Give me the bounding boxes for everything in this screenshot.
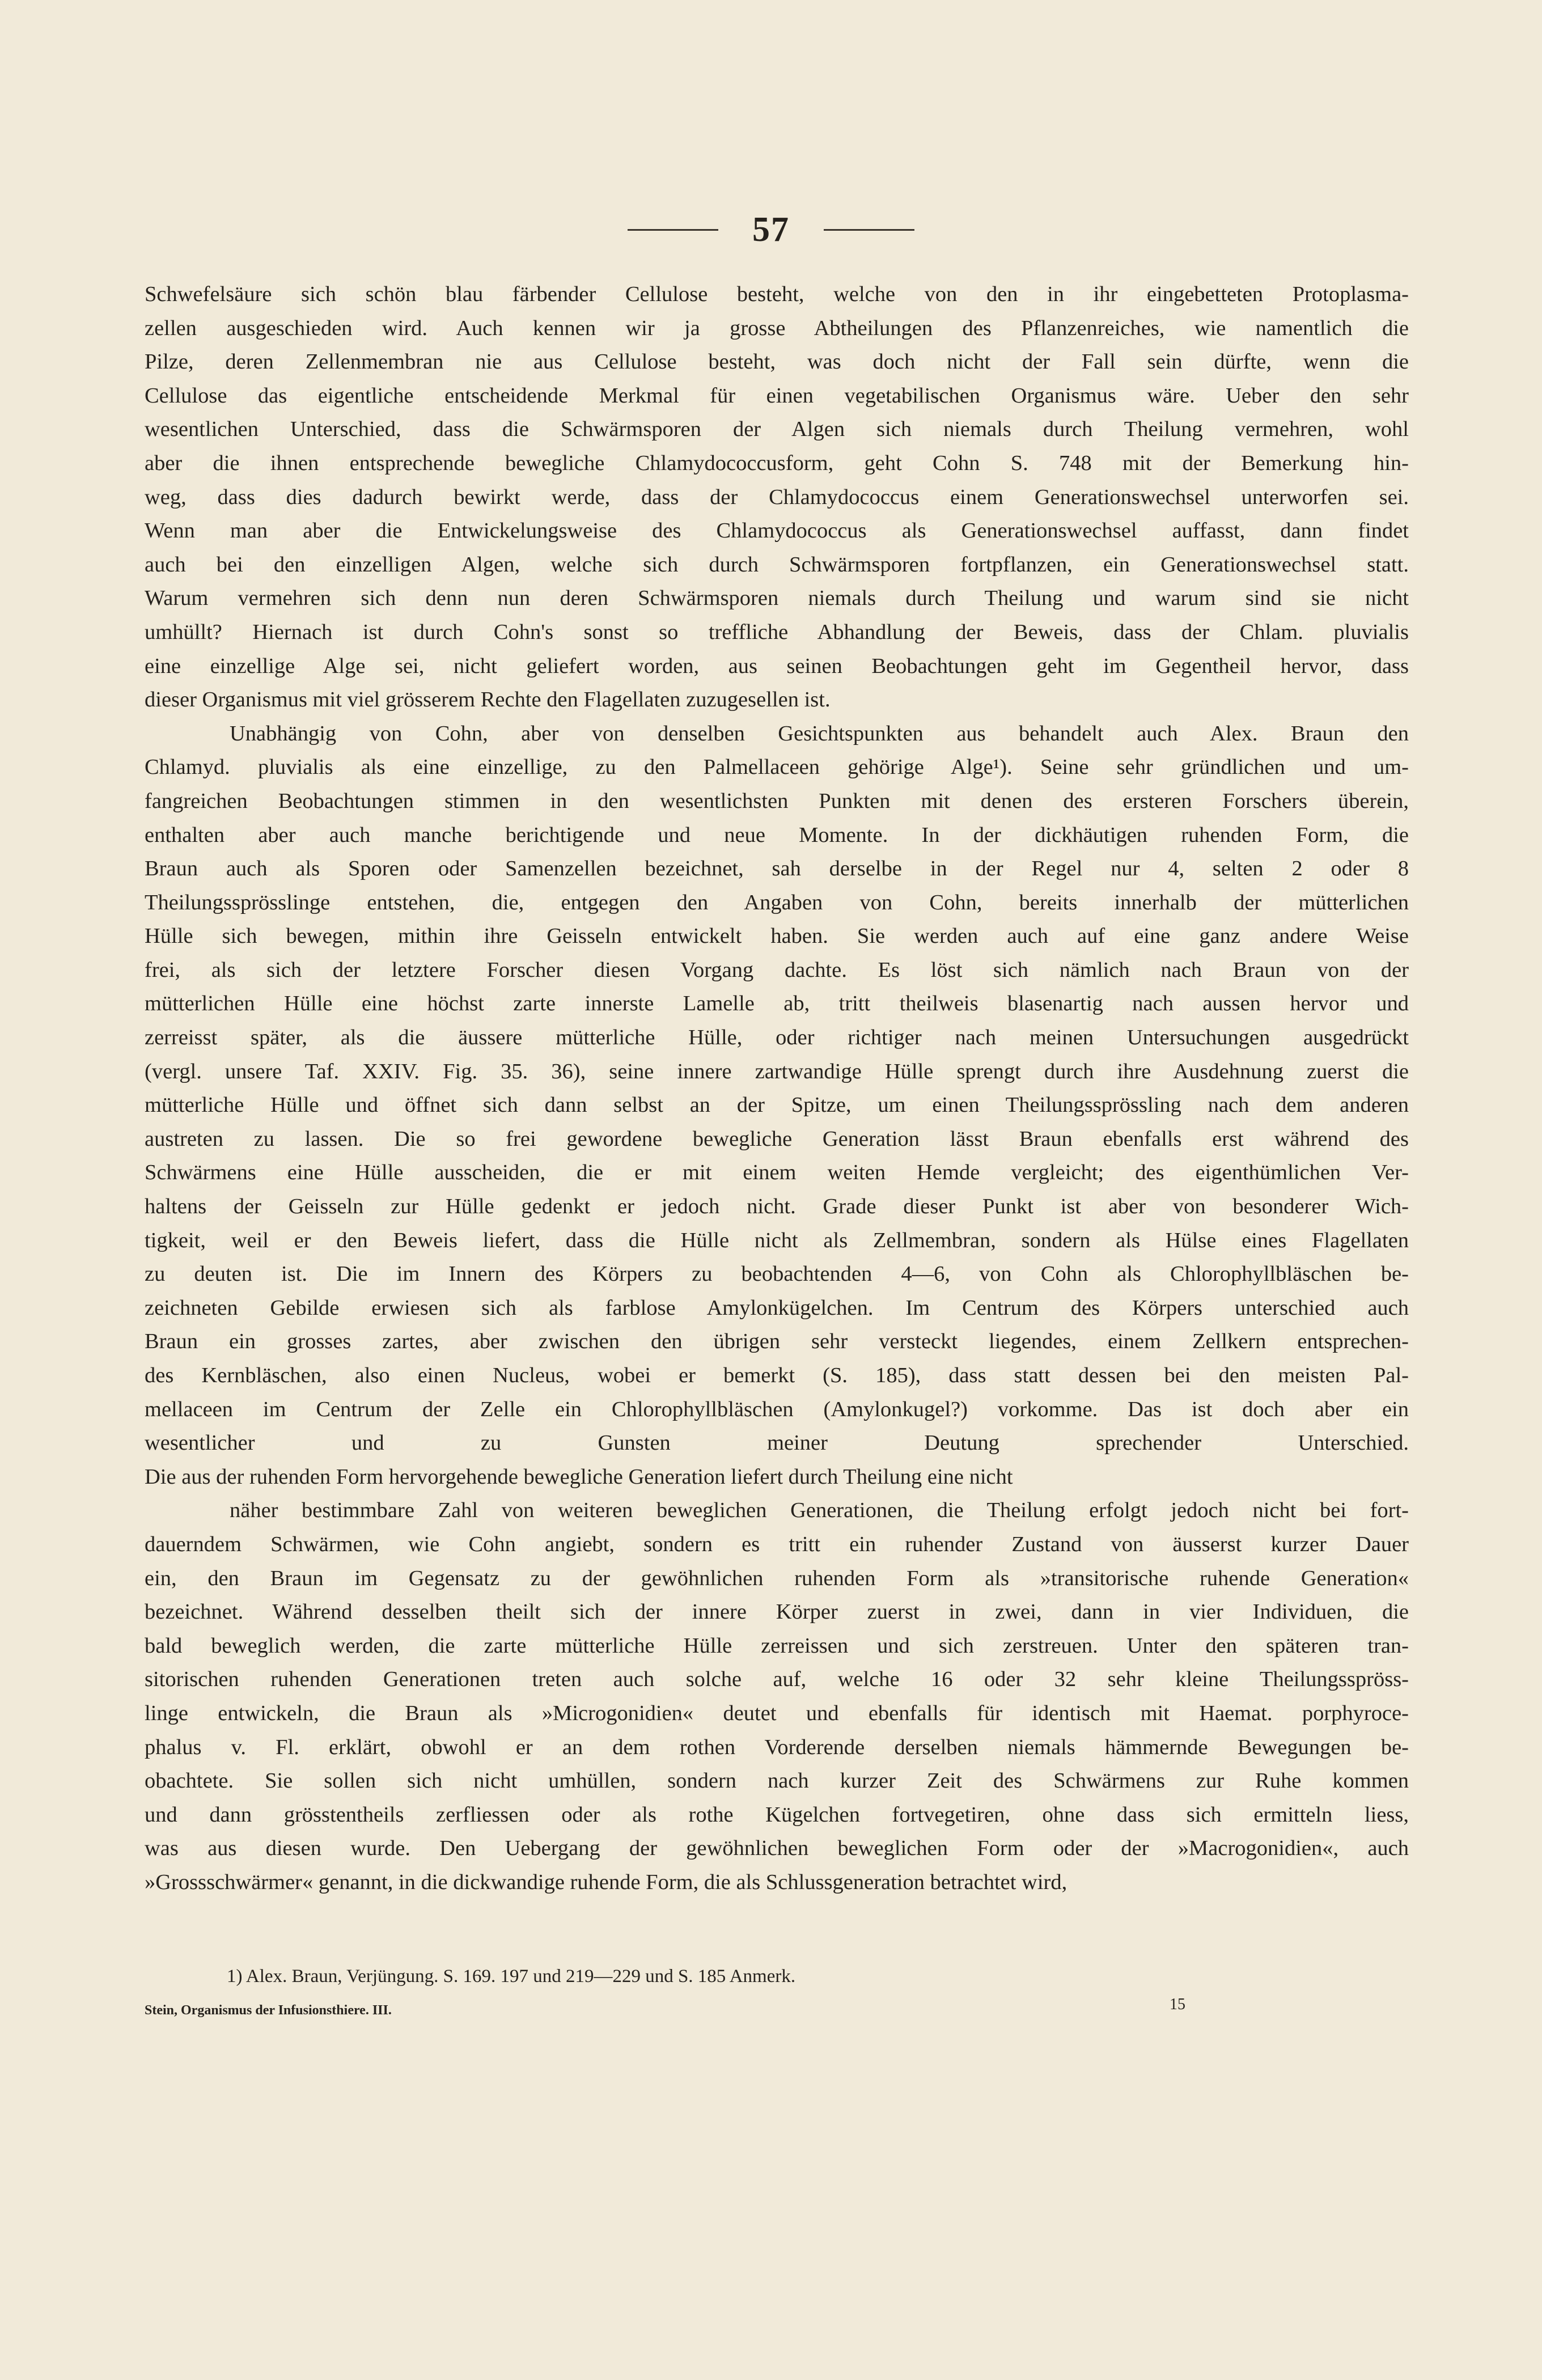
text-line: Cellulose das eigentliche entscheidende Merkmal für einen vegetabilischen Organismus wäre. Ueber den sehr [145, 383, 1409, 408]
text-line: auch bei den einzelligen Algen, welche sich durch Schwärmsporen fortpflanzen, ein Generationswechsel statt. [145, 552, 1409, 577]
text-line: weg, dass dies dadurch bewirkt werde, dass der Chlamydococcus einem Generationswechsel unterworfen sei. [145, 485, 1409, 509]
text-line: zerreisst später, als die äussere mütterliche Hülle, oder richtiger nach meinen Untersuchungen ausgedrückt [145, 1026, 1409, 1050]
text-line: eine einzellige Alge sei, nicht geliefert worden, aus seinen Beobachtungen geht im Gegentheil hervor, dass [145, 654, 1409, 678]
signature-line: Stein, Organismus der Infusionsthiere. III. [145, 2003, 392, 2018]
text-line: Die aus der ruhenden Form hervorgehende bewegliche Generation liefert durch Theilung eine nicht [145, 1464, 1013, 1489]
text-line: bald beweglich werden, die zarte mütterliche Hülle zerreissen und sich zerstreuen. Unter den späteren tran- [145, 1633, 1409, 1658]
text-line: mütterliche Hülle und öffnet sich dann selbst an der Spitze, um einen Theilungssprössling nach dem anderen [145, 1093, 1409, 1117]
text-line: Theilungssprösslinge entstehen, die, entgegen den Angaben von Cohn, bereits innerhalb der mütterlichen [145, 890, 1409, 914]
text-line: fangreichen Beobachtungen stimmen in den wesentlichsten Punkten mit denen des ersteren Forschers überein, [145, 789, 1409, 813]
text-line: tigkeit, weil er den Beweis liefert, dass die Hülle nicht als Zellmembran, sondern als Hülse eines Flagellaten [145, 1228, 1409, 1252]
text-line: Chlamyd. pluvialis als eine einzellige, zu den Palmellaceen gehörige Alge¹). Seine sehr gründlichen und um- [145, 755, 1409, 780]
footnote: 1) Alex. Braun, Verjüngung. S. 169. 197 und 219—229 und S. 185 Anmerk. [227, 1966, 796, 1987]
text-line: dauerndem Schwärmen, wie Cohn angiebt, sondern es tritt ein ruhender Zustand von äusserst kurzer Dauer [145, 1532, 1409, 1556]
text-line: mellaceen im Centrum der Zelle ein Chlorophyllbläschen (Amylonkugel?) vorkomme. Das ist doch aber ein [145, 1397, 1409, 1421]
text-line: mütterlichen Hülle eine höchst zarte innerste Lamelle ab, tritt theilweis blasenartig nach aussen hervor und [145, 992, 1409, 1016]
text-line: wesentlicher und zu Gunsten meiner Deutung sprechender Unterschied. [145, 1431, 1409, 1455]
text-line: zu deuten ist. Die im Innern des Körpers zu beobachtenden 4—6, von Cohn als Chlorophyllbläschen be- [145, 1262, 1409, 1286]
text-line: Unabhängig von Cohn, aber von denselben Gesichtspunkten aus behandelt auch Alex. Braun den [230, 721, 1409, 746]
text-line: des Kernbläschen, also einen Nucleus, wobei er bemerkt (S. 185), dass statt dessen bei den meisten Pal- [145, 1363, 1409, 1387]
text-line: näher bestimmbare Zahl von weiteren beweglichen Generationen, die Theilung erfolgt jedoch nicht bei fort- [230, 1498, 1409, 1523]
header-rule-right [824, 229, 914, 231]
text-line: frei, als sich der letztere Forscher diesen Vorgang dachte. Es löst sich nämlich nach Braun von der [145, 958, 1409, 982]
text-line: Braun ein grosses zartes, aber zwischen den übrigen sehr versteckt liegendes, einem Zellkern entsprechen- [145, 1329, 1409, 1354]
text-line: (vergl. unsere Taf. XXIV. Fig. 35. 36), seine innere zartwandige Hülle sprengt durch ihre Ausdehnung zuerst die [145, 1059, 1409, 1083]
header-rule-left [628, 229, 718, 231]
page-header [0, 210, 1542, 250]
text-line: und dann grösstentheils zerfliessen oder als rothe Kügelchen fortvegetiren, ohne dass sich ermitteln liess, [145, 1802, 1409, 1827]
text-line: zeichneten Gebilde erwiesen sich als farblose Amylonkügelchen. Im Centrum des Körpers unterschied auch [145, 1295, 1409, 1320]
text-line: obachtete. Sie sollen sich nicht umhüllen, sondern nach kurzer Zeit des Schwärmens zur Ruhe kommen [145, 1769, 1409, 1793]
text-line: Schwärmens eine Hülle ausscheiden, die er mit einem weiten Hemde vergleicht; des eigenthümlichen Ver- [145, 1161, 1409, 1185]
page-number: 57 [752, 210, 790, 249]
text-line: Braun auch als Sporen oder Samenzellen bezeichnet, sah derselbe in der Regel nur 4, selten 2 oder 8 [145, 857, 1409, 881]
text-line: haltens der Geisseln zur Hülle gedenkt er jedoch nicht. Grade dieser Punkt ist aber von besonderer Wich- [145, 1195, 1409, 1219]
text-line: Schwefelsäure sich schön blau färbender Cellulose besteht, welche von den in ihr eingebetteten Protoplasma- [145, 282, 1409, 306]
text-line: Warum vermehren sich denn nun deren Schwärmsporen niemals durch Theilung und warum sind sie nicht [145, 586, 1409, 611]
text-line: enthalten aber auch manche berichtigende und neue Momente. In der dickhäutigen ruhenden Form, die [145, 823, 1409, 847]
text-line: austreten zu lassen. Die so frei gewordene bewegliche Generation lässt Braun ebenfalls erst während des [145, 1127, 1409, 1151]
text-line: phalus v. Fl. erklärt, obwohl er an dem rothen Vorderende derselben niemals hämmernde Bewegungen be- [145, 1735, 1409, 1759]
text-line: sitorischen ruhenden Generationen treten auch solche auf, welche 16 oder 32 sehr kleine Theilungsspröss- [145, 1667, 1409, 1692]
text-line: »Grossschwärmer« genannt, in die dickwandige ruhende Form, die als Schlussgeneration betrachtet wird, [145, 1870, 1067, 1894]
text-line: dieser Organismus mit viel grösserem Rechte den Flagellaten zuzugesellen ist. [145, 688, 831, 712]
text-line: ein, den Braun im Gegensatz zu der gewöhnlichen ruhenden Form als »transitorische ruhende Generation« [145, 1566, 1409, 1590]
sheet-number: 15 [1170, 1996, 1185, 2013]
text-line: Pilze, deren Zellenmembran nie aus Cellulose besteht, was doch nicht der Fall sein dürfte, wenn die [145, 350, 1409, 374]
text-line: was aus diesen wurde. Den Uebergang der gewöhnlichen beweglichen Form oder der »Macrogonidien«, auch [145, 1836, 1409, 1861]
body-text [145, 278, 1409, 1900]
text-line: linge entwickeln, die Braun als »Microgonidien« deutet und ebenfalls für identisch mit Haemat. porphyroce- [145, 1701, 1409, 1725]
text-line: aber die ihnen entsprechende bewegliche Chlamydococcusform, geht Cohn S. 748 mit der Bemerkung hin- [145, 451, 1409, 475]
text-line: bezeichnet. Während desselben theilt sich der innere Körper zuerst in zwei, dann in vier Individuen, die [145, 1600, 1409, 1624]
text-line: wesentlichen Unterschied, dass die Schwärmsporen der Algen sich niemals durch Theilung vermehren, wohl [145, 417, 1409, 442]
text-line: zellen ausgeschieden wird. Auch kennen wir ja grosse Abtheilungen des Pflanzenreiches, wie namentlich die [145, 316, 1409, 340]
text-line: umhüllt? Hiernach ist durch Cohn's sonst so treffliche Abhandlung der Beweis, dass der Chlam. pluvialis [145, 620, 1409, 644]
text-line: Wenn man aber die Entwickelungsweise des Chlamydococcus als Generationswechsel auffasst, dann findet [145, 519, 1409, 543]
text-line: Hülle sich bewegen, mithin ihre Geisseln entwickelt haben. Sie werden auch auf eine ganz andere Weise [145, 924, 1409, 948]
